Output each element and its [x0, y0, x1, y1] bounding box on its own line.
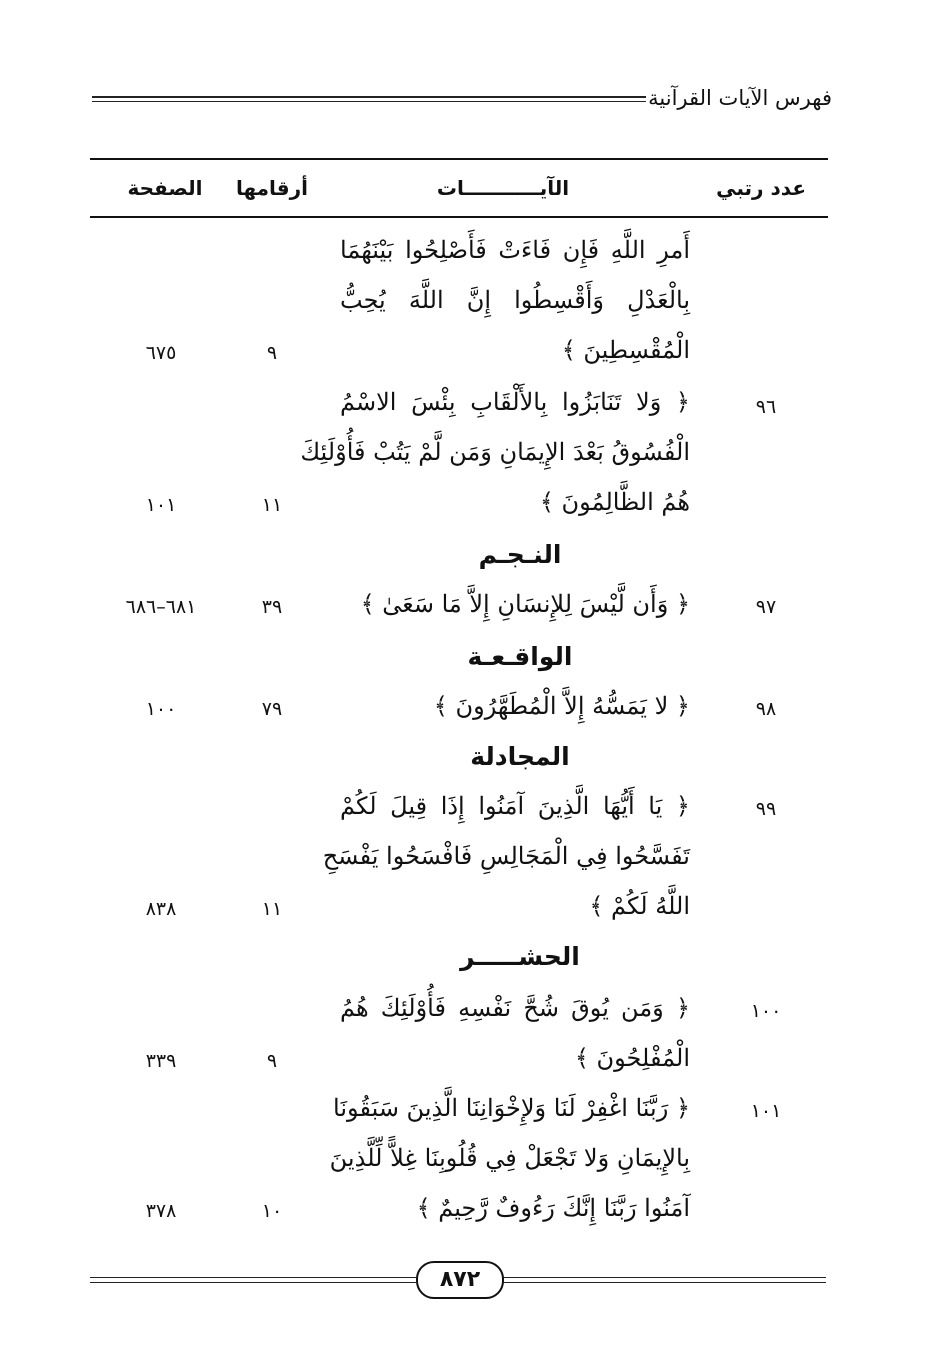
verse-line: تَفَسَّحُوا فِي الْمَجَالِسِ فَافْسَحُوا يَفْسَحِ: [322, 842, 690, 870]
verse-line: اللَّهُ لَكُمْ ﴾: [589, 892, 690, 920]
table-header-rule: [90, 216, 828, 218]
footer-rule: [90, 1282, 416, 1283]
column-header-verses: الآيـــــــــــات: [436, 176, 570, 200]
verse-number: ٩: [266, 1050, 278, 1072]
surah-heading: النـجـم: [478, 540, 562, 569]
verse-number: ١١: [261, 898, 283, 920]
entry-order-number: ١٠٠: [750, 1000, 782, 1022]
column-header-page: الصفحة: [127, 176, 203, 200]
page-ref: ٣٧٨: [145, 1200, 177, 1222]
verse-line: ﴿ وَلا تَنَابَزُوا بِالأَلْقَابِ بِئْسَ الاسْمُ: [340, 388, 690, 416]
verse-line: ﴿ يَا أَيُّهَا الَّذِينَ آمَنُوا إِذَا قِيلَ لَكُمْ: [340, 792, 690, 820]
verse-line: بِالْعَدْلِ وَأَقْسِطُوا إِنَّ اللَّهَ يُحِبُّ: [340, 286, 690, 314]
table-top-rule: [90, 158, 828, 160]
verse-line: ﴿ وَأَن لَّيْسَ لِلإِنسَانِ إِلاَّ مَا سَعَىٰ ﴾: [360, 590, 690, 618]
footer-rule: [500, 1282, 826, 1283]
entry-order-number: ٩٨: [755, 698, 777, 720]
surah-heading: الواقـعـة: [467, 642, 573, 671]
entry-order-number: ١٠١: [750, 1100, 782, 1122]
entry-order-number: ٩٦: [755, 396, 777, 418]
surah-heading: المجادلة: [470, 742, 570, 771]
verse-number: ٩: [266, 342, 278, 364]
entry-order-number: ٩٩: [755, 798, 777, 820]
verse-line: هُمُ الظَّالِمُونَ ﴾: [539, 488, 690, 516]
verse-line: الْمُفْلِحُونَ ﴾: [574, 1044, 690, 1072]
page-ref: ٦٨١–٦٨٦: [125, 596, 197, 618]
running-header: [92, 84, 832, 118]
page-ref: ٦٧٥: [145, 342, 177, 364]
verse-line: الْفُسُوقُ بَعْدَ الإِيمَانِ وَمَن لَّمْ يَتُبْ فَأُوْلَئِكَ: [300, 438, 690, 466]
verse-line: ﴿ رَبَّنَا اغْفِرْ لَنَا وَلإِخْوَانِنَا الَّذِينَ سَبَقُونَا: [333, 1094, 690, 1122]
verse-line: آمَنُوا رَبَّنَا إِنَّكَ رَءُوفٌ رَّحِيمٌ ﴾: [416, 1194, 690, 1222]
header-rule: [92, 96, 646, 98]
footer-rule: [90, 1277, 416, 1278]
page-ref: ٣٣٩: [145, 1050, 177, 1072]
verse-line: الْمُقْسِطِينَ ﴾: [561, 336, 690, 364]
header-rule-thin: [92, 101, 646, 102]
verse-line: ﴿ لا يَمَسُّهُ إِلاَّ الْمُطَهَّرُونَ ﴾: [433, 692, 690, 720]
footer-rule: [500, 1277, 826, 1278]
column-header-order: عدد رتبي: [716, 176, 806, 200]
verse-line: بِالإِيمَانِ وَلا تَجْعَلْ فِي قُلُوبِنَا غِلاًّ لِّلَّذِينَ: [329, 1144, 690, 1172]
verse-number: ٣٩: [261, 596, 283, 618]
verse-line: أَمرِ اللَّهِ فَإِن فَاءَتْ فَأَصْلِحُوا بَيْنَهُمَا: [340, 236, 690, 264]
page-ref: ١٠٠: [145, 698, 177, 720]
verse-number: ١٠: [261, 1200, 283, 1222]
running-title: فهرس الآيات القرآنية: [648, 86, 832, 110]
surah-heading: الحشـــــر: [460, 942, 580, 971]
page-ref: ١٠١: [145, 494, 177, 516]
verse-number: ١١: [261, 494, 283, 516]
verse-line: ﴿ وَمَن يُوقَ شُحَّ نَفْسِهِ فَأُوْلَئِكَ هُمُ: [340, 994, 690, 1022]
column-header-verse-numbers: أرقامها: [235, 176, 309, 200]
page-number: ٨٧٢: [416, 1261, 504, 1299]
entry-order-number: ٩٧: [755, 596, 777, 618]
verse-number: ٧٩: [261, 698, 283, 720]
page-ref: ٨٣٨: [145, 898, 177, 920]
